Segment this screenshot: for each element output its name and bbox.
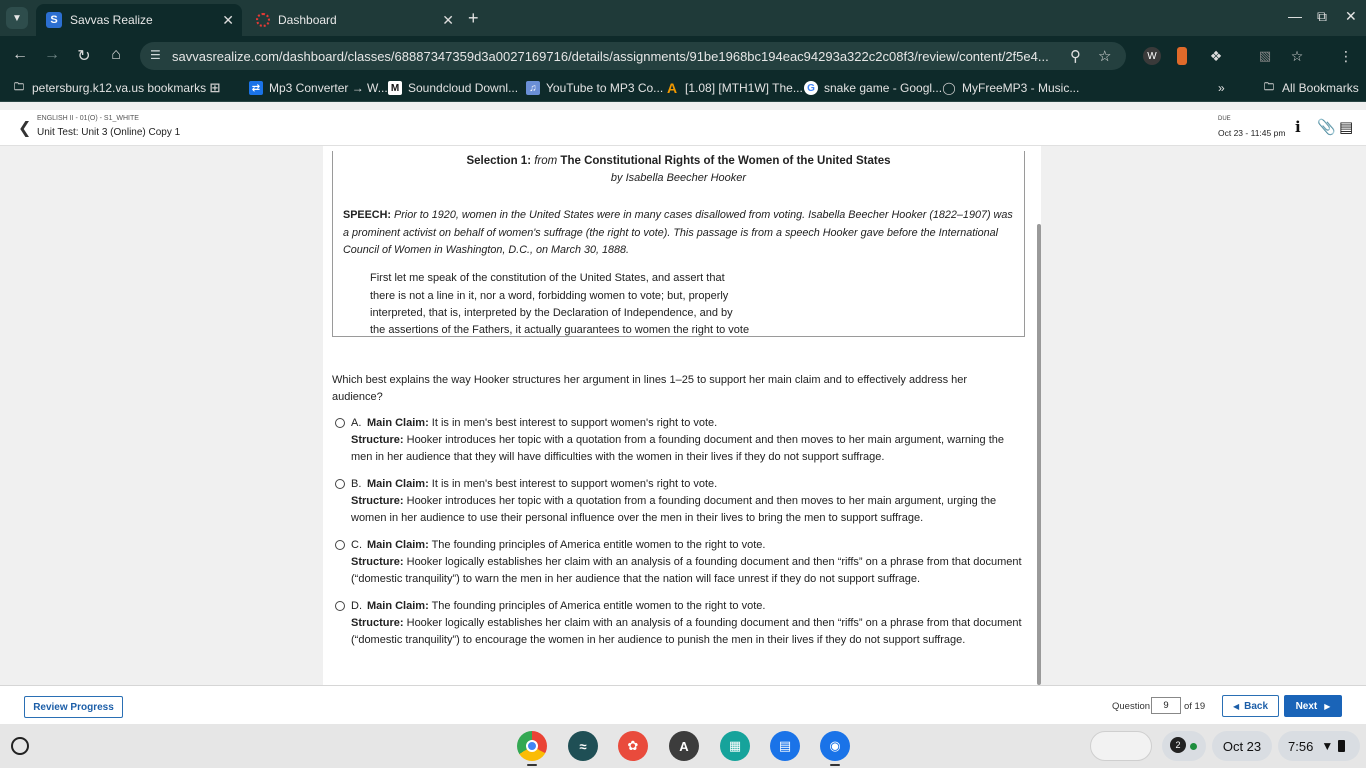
bookmark-star-icon[interactable]: ☆ <box>1098 48 1112 65</box>
comments-icon[interactable]: ▤ <box>1339 119 1354 136</box>
tab-savvas-realize[interactable] <box>36 4 242 36</box>
info-icon[interactable]: i <box>1295 118 1301 136</box>
folder-icon: 🗀 <box>1264 81 1274 93</box>
wifi-icon: ▼ <box>1321 739 1334 753</box>
files-app-icon[interactable]: ▤ <box>770 731 800 761</box>
date-tray[interactable]: Oct 23 <box>1212 731 1272 761</box>
question-text: Which best explains the way Hooker structures her argument in lines 1–25 to support her main claim and to effectively address her audience? <box>332 374 968 403</box>
tab-strip <box>0 0 1366 36</box>
wave-app-icon[interactable]: ≈ <box>568 731 598 761</box>
menu-dots-icon[interactable]: ⋮ <box>1339 47 1353 64</box>
extension-bookmark-icon[interactable] <box>1177 47 1187 65</box>
classroom-app-icon[interactable]: ▦ <box>720 731 750 761</box>
chevron-left-icon: ◀ <box>1232 701 1240 711</box>
dashboard-favicon-icon <box>256 13 270 27</box>
screenshot-preview[interactable] <box>1090 731 1152 761</box>
a-app-icon[interactable]: A <box>669 731 699 761</box>
tab-label: Savvas Realize <box>70 13 153 27</box>
passage-line: there is not a line in it, nor a word, forbidding women to vote; but, properly <box>370 290 729 302</box>
notification-count: 2 <box>1170 737 1186 753</box>
all-bookmarks[interactable]: 🗀 All Bookmarks <box>1264 81 1359 95</box>
passage-line: interpreted, that is, interpreted by the Declaration of Independence, and by <box>370 307 733 319</box>
url-text[interactable]: savvasrealize.com/dashboard/classes/68887347359d3a0027169716/details/assignments/91be1968bc194eac94293a322c2c08f3/review/content/2f5e4... <box>172 49 1049 64</box>
chevron-right-icon: ▶ <box>1324 701 1331 711</box>
address-bar[interactable] <box>140 42 1126 70</box>
next-button[interactable]: Next ▶ <box>1284 695 1342 717</box>
zoom-icon[interactable]: ⚲ <box>1070 48 1081 65</box>
running-indicator <box>527 764 537 766</box>
byline: by Isabella Beecher Hooker <box>610 172 747 184</box>
attachment-icon[interactable]: 📎 <box>1317 119 1336 136</box>
assessment-header <box>0 110 1366 146</box>
radio-button[interactable] <box>335 540 345 550</box>
selection-title: Selection 1: from The Constitutional Rights of the Women of the United States <box>466 155 891 167</box>
bookmark-mp3-converter[interactable]: ⇄ Mp3 Converter → W... <box>249 81 388 95</box>
question-navigation <box>0 685 1366 724</box>
scrollbar[interactable] <box>1037 224 1041 685</box>
main-area <box>0 146 1366 685</box>
chrome-icon[interactable] <box>517 731 547 761</box>
camera-app-icon[interactable]: ◉ <box>820 731 850 761</box>
close-window-icon[interactable]: ✕ <box>1345 8 1357 24</box>
forward-icon[interactable]: → <box>44 46 60 63</box>
apps-grid[interactable] <box>208 81 228 95</box>
question-total: of 19 <box>1184 701 1206 712</box>
extension-disabled-icon[interactable]: ▧ <box>1258 48 1272 63</box>
new-tab-icon[interactable]: + <box>468 8 479 28</box>
more-bookmarks-icon[interactable]: » <box>1218 81 1225 95</box>
close-tab-icon[interactable]: ✕ <box>442 12 454 28</box>
mp3-converter-icon: ⇄ <box>249 81 263 95</box>
savvas-favicon-icon: S <box>46 12 62 28</box>
due-date: Oct 23 - 11:45 pm <box>1218 128 1286 138</box>
bookmarks-bar <box>0 76 1366 102</box>
google-icon: G <box>804 81 818 95</box>
tab-search-button[interactable]: ▼ <box>6 7 28 29</box>
close-tab-icon[interactable]: ✕ <box>222 12 234 28</box>
reading-list-icon[interactable]: ☆ <box>1290 47 1304 64</box>
bookmark-snake-game[interactable]: G snake game - Googl... <box>804 81 942 95</box>
status-dot-icon <box>1190 743 1197 750</box>
globe-icon: ◯ <box>942 81 956 95</box>
review-progress-button[interactable]: Review Progress <box>24 696 123 718</box>
launcher-icon[interactable] <box>11 737 29 755</box>
extensions-puzzle-icon[interactable]: ❖ <box>1209 47 1223 64</box>
passage-box[interactable] <box>332 151 1025 337</box>
reload-icon[interactable]: ↻ <box>77 48 91 65</box>
os-shelf <box>0 724 1366 768</box>
passage-line: the assertions of the Fathers, it actually guarantees to women the right to vote <box>370 324 750 336</box>
radio-button[interactable] <box>335 479 345 489</box>
back-button[interactable]: ◀ Back <box>1222 695 1279 717</box>
bookmark-myfreemp3[interactable]: ◯ MyFreeMP3 - Music... <box>942 81 1080 95</box>
bookmark-folder-petersburg[interactable]: 🗀 petersburg.k12.va.us bookmarks <box>14 81 207 95</box>
home-icon[interactable]: ⌂ <box>111 46 121 63</box>
radio-button[interactable] <box>335 601 345 611</box>
tab-label: Dashboard <box>278 13 337 27</box>
radio-button[interactable] <box>335 418 345 428</box>
restore-icon[interactable]: ⧉ <box>1317 8 1327 24</box>
back-to-assignments-icon[interactable]: ❮ <box>18 120 32 137</box>
site-info-icon[interactable]: ☰ <box>150 48 161 62</box>
tab-dashboard[interactable] <box>246 4 462 36</box>
course-name: ENGLISH II - 01(O) - S1_WHITE <box>37 115 139 122</box>
running-indicator <box>830 764 840 766</box>
m-letter-icon: M <box>388 81 402 95</box>
apps-grid-icon: ⊞ <box>209 80 221 95</box>
minimize-icon[interactable]: — <box>1288 8 1302 24</box>
extension-w-icon[interactable]: W <box>1143 47 1161 65</box>
browser-toolbar <box>0 36 1366 76</box>
youtube-mp3-icon: ♫ <box>526 81 540 95</box>
bookmark-soundcloud[interactable]: M Soundcloud Downl... <box>388 81 518 95</box>
passage-line: First let me speak of the constitution of the United States, and assert that <box>370 272 725 284</box>
bookmark-mth1w[interactable]: A [1.08] [MTH1W] The... <box>666 80 803 96</box>
question-number-input[interactable] <box>1151 697 1181 714</box>
battery-icon <box>1338 740 1345 752</box>
test-title: Unit Test: Unit 3 (Online) Copy 1 <box>37 127 181 138</box>
paint-app-icon[interactable]: ✿ <box>618 731 648 761</box>
back-icon[interactable]: ← <box>12 46 28 63</box>
a-letter-icon: A <box>666 80 678 96</box>
bookmark-youtube-mp3[interactable]: ♫ YouTube to MP3 Co... <box>526 81 663 95</box>
question-label: Question <box>1112 701 1151 712</box>
folder-icon: 🗀 <box>14 81 24 93</box>
question-panel: Selection 1: from The Constitutional Rights of the Women of the United States by Isabella Beecher Hooker SPEECH: Prior to 1920, women in the United States were in many cases disallowed from voting. Isabella Beecher Hooker (1822–1907) was a prominent activist on behalf of women's suffrage (the right to vote). This passage is from a speech Hooker gave before the International Council of Women in Washington, D.C., on March 30, 1888. First let me speak of the constitution of the United States, and assert that there is not a line in it, nor a word, forbidding women to vote; but, properly interpreted, that is, interpreted by the Declaration of Independence, and by the assertions of the Fathers, it actually guarantees to women the right to vote Which best explains the way Hooker structures her argument in lines 1–25 to support her main claim and to effectively address her audience? A. Main Claim: It is in men's best interest to support women's right to vote. Structure: Hooker introduces her topic with a quotation from a founding document and then moves to her main argument, warning the men in her audience that they will have difficulties with the women in their lives if they do not support suffrage. B. Main Claim: It is in men's best interest to support women's right to vote. Structure: Hooker introduces her topic with a quotation from a founding document and then moves to her main argument, urging the women in her audience to use their personal influence over the men in their lives to bring the men to support suffrage. C. Main Claim: The founding principles of America entitle women to the right to vote. Structure: Hooker logically establishes her claim with an analysis of a founding document and then “riffs” on a phrase from that document (“domestic tranquility”) to warn the men in her audience that the nation will face unrest if they do not support suffrage. D. Main Claim: The founding principles of America entitle women to the right to vote. Structure: Hooker logically establishes her claim with an analysis of a founding document and then “riffs” on a phrase from that document (“domestic tranquility”) to encourage the women in her audience to punish the men in their lives if they do not support suffrage. <box>323 146 1041 685</box>
speech-intro: SPEECH: Prior to 1920, women in the United States were in many cases disallowed from voting. Isabella Beecher Hooker (1822–1907) was a prominent activist on behalf of women's suffrage (the right to vote). This passage is from a speech Hooker gave before the International Council of Women in Washington, D.C., on March 30, 1888. <box>343 209 1013 256</box>
status-tray[interactable]: 7:56 ▼ <box>1278 731 1360 761</box>
due-label: DUE <box>1218 116 1231 122</box>
